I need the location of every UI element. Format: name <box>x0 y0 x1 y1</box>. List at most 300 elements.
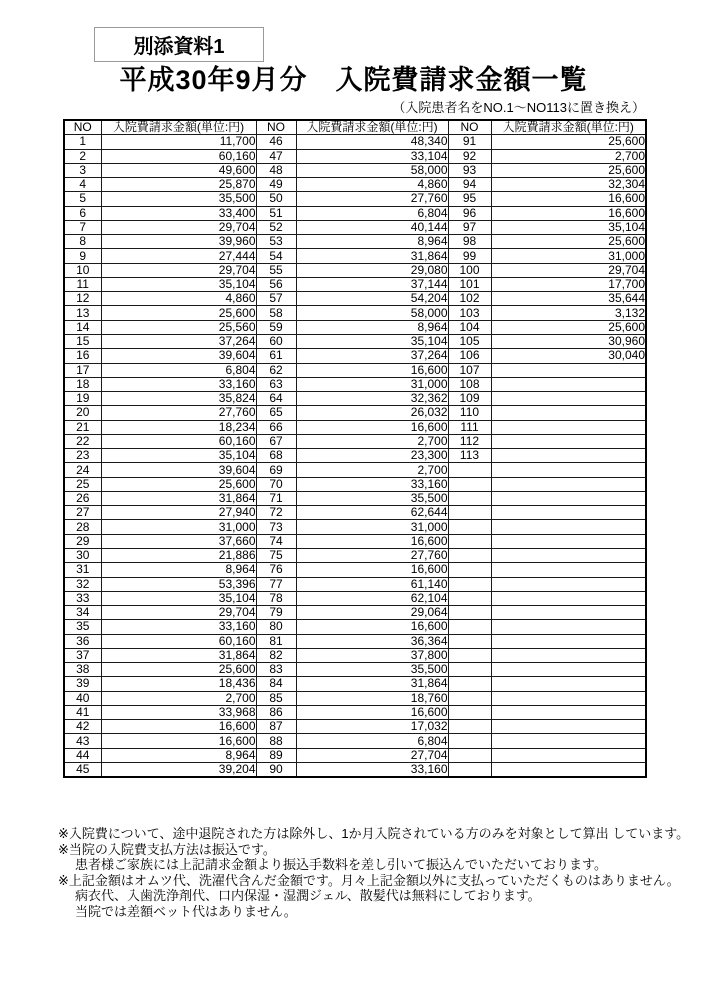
no-cell <box>448 762 491 777</box>
table-header-amount: 入院費請求金額(単位:円) <box>491 120 646 135</box>
amount-cell: 29,704 <box>491 263 646 277</box>
no-cell: 86 <box>256 705 296 719</box>
amount-cell: 25,870 <box>101 178 256 192</box>
amount-cell <box>491 591 646 605</box>
amount-cell: 4,860 <box>296 178 448 192</box>
no-cell: 79 <box>256 606 296 620</box>
amount-cell: 2,700 <box>296 463 448 477</box>
amount-cell: 16,600 <box>296 363 448 377</box>
no-cell: 60 <box>256 334 296 348</box>
no-cell: 15 <box>64 334 101 348</box>
no-cell <box>448 720 491 734</box>
billing-table <box>63 119 647 778</box>
no-cell: 12 <box>64 292 101 306</box>
table-row <box>64 192 646 206</box>
amount-cell: 53,396 <box>101 577 256 591</box>
no-cell: 106 <box>448 349 491 363</box>
amount-cell: 18,760 <box>296 691 448 705</box>
amount-cell: 29,080 <box>296 263 448 277</box>
no-cell: 35 <box>64 620 101 634</box>
no-cell: 87 <box>256 720 296 734</box>
no-cell: 4 <box>64 178 101 192</box>
no-cell: 104 <box>448 320 491 334</box>
no-cell <box>448 620 491 634</box>
no-cell: 110 <box>448 406 491 420</box>
amount-cell: 8,964 <box>101 748 256 762</box>
table-row <box>64 606 646 620</box>
amount-cell: 35,500 <box>296 663 448 677</box>
amount-cell: 25,560 <box>101 320 256 334</box>
amount-cell: 58,000 <box>296 306 448 320</box>
table-row <box>64 206 646 220</box>
amount-cell <box>491 720 646 734</box>
amount-cell: 39,604 <box>101 463 256 477</box>
amount-cell <box>491 363 646 377</box>
amount-cell: 33,160 <box>296 762 448 777</box>
no-cell: 48 <box>256 163 296 177</box>
amount-cell <box>491 520 646 534</box>
amount-cell: 16,600 <box>296 620 448 634</box>
no-cell: 17 <box>64 363 101 377</box>
no-cell <box>448 677 491 691</box>
amount-cell: 16,600 <box>296 563 448 577</box>
amount-cell: 48,340 <box>296 135 448 149</box>
amount-cell: 25,600 <box>491 135 646 149</box>
amount-cell: 35,104 <box>101 449 256 463</box>
amount-cell: 31,000 <box>296 520 448 534</box>
no-cell: 77 <box>256 577 296 591</box>
page-title: 平成30年9月分 入院費請求金額一覧 <box>119 65 588 95</box>
table-row <box>64 491 646 505</box>
amount-cell: 35,104 <box>296 334 448 348</box>
table-row <box>64 392 646 406</box>
no-cell <box>448 548 491 562</box>
amount-cell <box>491 506 646 520</box>
no-cell: 50 <box>256 192 296 206</box>
amount-cell <box>491 548 646 562</box>
no-cell: 30 <box>64 548 101 562</box>
amount-cell: 32,362 <box>296 392 448 406</box>
table-row <box>64 163 646 177</box>
no-cell: 40 <box>64 691 101 705</box>
amount-cell <box>491 434 646 448</box>
amount-cell <box>491 606 646 620</box>
no-cell: 97 <box>448 220 491 234</box>
amount-cell: 11,700 <box>101 135 256 149</box>
amount-cell <box>491 648 646 662</box>
no-cell: 11 <box>64 277 101 291</box>
no-cell: 1 <box>64 135 101 149</box>
amount-cell <box>491 463 646 477</box>
no-cell: 92 <box>448 149 491 163</box>
no-cell: 52 <box>256 220 296 234</box>
no-cell: 56 <box>256 277 296 291</box>
table-row <box>64 477 646 491</box>
no-cell: 49 <box>256 178 296 192</box>
note-line: 病衣代、入歯洗浄剤代、口内保湿・湿潤ジェル、散髪代は無料にしております。 <box>75 888 541 904</box>
amount-cell: 35,104 <box>491 220 646 234</box>
no-cell: 89 <box>256 748 296 762</box>
amount-cell: 6,804 <box>101 363 256 377</box>
no-cell: 13 <box>64 306 101 320</box>
no-cell: 94 <box>448 178 491 192</box>
amount-cell: 60,160 <box>101 149 256 163</box>
no-cell: 5 <box>64 192 101 206</box>
amount-cell <box>491 691 646 705</box>
no-cell: 70 <box>256 477 296 491</box>
no-cell: 33 <box>64 591 101 605</box>
amount-cell: 37,264 <box>296 349 448 363</box>
table-row <box>64 705 646 719</box>
no-cell: 2 <box>64 149 101 163</box>
no-cell <box>448 705 491 719</box>
no-cell: 82 <box>256 648 296 662</box>
amount-cell: 27,444 <box>101 249 256 263</box>
table-row <box>64 734 646 748</box>
amount-cell: 16,600 <box>296 534 448 548</box>
note-line: ※上記金額はオムツ代、洗濯代含んだ金額です。月々上記金額以外に支払っていただくものはありません。 <box>58 872 680 888</box>
table-header-amount: 入院費請求金額(単位:円) <box>101 120 256 135</box>
no-cell <box>448 634 491 648</box>
no-cell: 55 <box>256 263 296 277</box>
no-cell <box>448 577 491 591</box>
amount-cell: 25,600 <box>101 663 256 677</box>
amount-cell: 35,824 <box>101 392 256 406</box>
amount-cell: 18,234 <box>101 420 256 434</box>
no-cell: 102 <box>448 292 491 306</box>
table-row <box>64 178 646 192</box>
no-cell: 53 <box>256 235 296 249</box>
no-cell: 111 <box>448 420 491 434</box>
amount-cell: 31,000 <box>101 520 256 534</box>
no-cell <box>448 606 491 620</box>
no-cell: 8 <box>64 235 101 249</box>
amount-cell: 31,864 <box>101 491 256 505</box>
billing-table-body <box>64 135 646 777</box>
no-cell: 46 <box>256 135 296 149</box>
attachment-label: 別添資料1 <box>133 36 225 58</box>
no-cell: 16 <box>64 349 101 363</box>
amount-cell: 6,804 <box>296 206 448 220</box>
no-cell: 18 <box>64 377 101 391</box>
amount-cell: 31,000 <box>296 377 448 391</box>
no-cell <box>448 748 491 762</box>
table-row <box>64 563 646 577</box>
no-cell: 69 <box>256 463 296 477</box>
amount-cell: 27,760 <box>296 192 448 206</box>
no-cell: 103 <box>448 306 491 320</box>
no-cell: 25 <box>64 477 101 491</box>
no-cell: 84 <box>256 677 296 691</box>
amount-cell <box>491 577 646 591</box>
amount-cell <box>491 634 646 648</box>
amount-cell: 18,436 <box>101 677 256 691</box>
no-cell: 74 <box>256 534 296 548</box>
table-row <box>64 249 646 263</box>
no-cell: 31 <box>64 563 101 577</box>
amount-cell: 49,600 <box>101 163 256 177</box>
amount-cell <box>491 477 646 491</box>
amount-cell: 16,600 <box>101 720 256 734</box>
amount-cell <box>491 449 646 463</box>
note-line: 当院では差額ベット代はありません。 <box>75 903 297 919</box>
no-cell <box>448 463 491 477</box>
amount-cell: 60,160 <box>101 434 256 448</box>
amount-cell <box>491 406 646 420</box>
table-row <box>64 449 646 463</box>
amount-cell: 25,600 <box>101 306 256 320</box>
amount-cell: 36,364 <box>296 634 448 648</box>
no-cell: 71 <box>256 491 296 505</box>
table-header-amount: 入院費請求金額(単位:円) <box>296 120 448 135</box>
no-cell: 107 <box>448 363 491 377</box>
table-header-no: NO <box>256 120 296 135</box>
table-row <box>64 548 646 562</box>
no-cell: 22 <box>64 434 101 448</box>
no-cell: 58 <box>256 306 296 320</box>
amount-cell: 26,032 <box>296 406 448 420</box>
no-cell: 39 <box>64 677 101 691</box>
amount-cell <box>491 377 646 391</box>
amount-cell: 6,804 <box>296 734 448 748</box>
amount-cell <box>491 748 646 762</box>
no-cell: 81 <box>256 634 296 648</box>
no-cell: 32 <box>64 577 101 591</box>
amount-cell: 35,104 <box>101 277 256 291</box>
amount-cell <box>491 762 646 777</box>
table-row <box>64 434 646 448</box>
no-cell: 64 <box>256 392 296 406</box>
amount-cell: 16,600 <box>101 734 256 748</box>
no-cell: 44 <box>64 748 101 762</box>
no-cell: 108 <box>448 377 491 391</box>
table-row <box>64 591 646 605</box>
no-cell: 10 <box>64 263 101 277</box>
amount-cell: 25,600 <box>101 477 256 491</box>
no-cell: 90 <box>256 762 296 777</box>
table-row <box>64 620 646 634</box>
no-cell: 42 <box>64 720 101 734</box>
no-cell: 3 <box>64 163 101 177</box>
table-row <box>64 748 646 762</box>
table-row <box>64 277 646 291</box>
amount-cell <box>491 620 646 634</box>
no-cell: 109 <box>448 392 491 406</box>
no-cell: 41 <box>64 705 101 719</box>
no-cell: 101 <box>448 277 491 291</box>
amount-cell: 27,704 <box>296 748 448 762</box>
amount-cell: 25,600 <box>491 235 646 249</box>
no-cell <box>448 648 491 662</box>
amount-cell: 4,860 <box>101 292 256 306</box>
no-cell: 23 <box>64 449 101 463</box>
no-cell <box>448 506 491 520</box>
no-cell: 57 <box>256 292 296 306</box>
no-cell <box>448 591 491 605</box>
table-row <box>64 349 646 363</box>
amount-cell: 23,300 <box>296 449 448 463</box>
amount-cell: 29,704 <box>101 220 256 234</box>
amount-cell: 37,800 <box>296 648 448 662</box>
amount-cell: 37,660 <box>101 534 256 548</box>
amount-cell: 37,264 <box>101 334 256 348</box>
amount-cell: 32,304 <box>491 178 646 192</box>
amount-cell: 25,600 <box>491 320 646 334</box>
no-cell: 88 <box>256 734 296 748</box>
table-row <box>64 406 646 420</box>
amount-cell: 8,964 <box>296 320 448 334</box>
amount-cell: 29,064 <box>296 606 448 620</box>
attachment-label-box <box>94 27 264 62</box>
no-cell <box>448 563 491 577</box>
amount-cell: 33,160 <box>101 377 256 391</box>
table-row <box>64 135 646 149</box>
table-row <box>64 420 646 434</box>
amount-cell: 3,132 <box>491 306 646 320</box>
note-line: ※入院費について、途中退院された方は除外し、1か月入院されている方のみを対象として算出 しています。 <box>58 826 690 841</box>
amount-cell: 21,886 <box>101 548 256 562</box>
no-cell: 34 <box>64 606 101 620</box>
amount-cell: 8,964 <box>101 563 256 577</box>
no-cell: 14 <box>64 320 101 334</box>
amount-cell: 25,600 <box>491 163 646 177</box>
amount-cell: 16,600 <box>296 420 448 434</box>
table-row <box>64 292 646 306</box>
amount-cell: 8,964 <box>296 235 448 249</box>
no-cell <box>448 734 491 748</box>
note-line: 患者様ご家族には上記請求金額より振込手数料を差し引いて振込んでいただいております。 <box>75 857 607 873</box>
amount-cell: 17,700 <box>491 277 646 291</box>
no-cell: 37 <box>64 648 101 662</box>
amount-cell: 16,600 <box>491 192 646 206</box>
no-cell: 73 <box>256 520 296 534</box>
no-cell: 43 <box>64 734 101 748</box>
no-cell <box>448 663 491 677</box>
amount-cell <box>491 563 646 577</box>
amount-cell <box>491 491 646 505</box>
table-row <box>64 520 646 534</box>
amount-cell: 31,864 <box>296 677 448 691</box>
table-row <box>64 306 646 320</box>
amount-cell: 37,144 <box>296 277 448 291</box>
amount-cell: 30,960 <box>491 334 646 348</box>
amount-cell: 31,864 <box>296 249 448 263</box>
amount-cell: 60,160 <box>101 634 256 648</box>
no-cell: 27 <box>64 506 101 520</box>
amount-cell: 33,104 <box>296 149 448 163</box>
amount-cell: 16,600 <box>491 206 646 220</box>
amount-cell: 35,644 <box>491 292 646 306</box>
no-cell: 96 <box>448 206 491 220</box>
table-row <box>64 663 646 677</box>
no-cell: 93 <box>448 163 491 177</box>
amount-cell: 40,144 <box>296 220 448 234</box>
amount-cell: 27,940 <box>101 506 256 520</box>
amount-cell <box>491 677 646 691</box>
amount-cell: 35,104 <box>101 591 256 605</box>
no-cell: 85 <box>256 691 296 705</box>
no-cell: 51 <box>256 206 296 220</box>
no-cell: 105 <box>448 334 491 348</box>
amount-cell <box>491 534 646 548</box>
no-cell: 29 <box>64 534 101 548</box>
amount-cell: 16,600 <box>296 705 448 719</box>
amount-cell: 61,140 <box>296 577 448 591</box>
table-row <box>64 235 646 249</box>
no-cell: 54 <box>256 249 296 263</box>
no-cell: 95 <box>448 192 491 206</box>
no-cell: 26 <box>64 491 101 505</box>
no-cell: 65 <box>256 406 296 420</box>
table-row <box>64 691 646 705</box>
table-row <box>64 220 646 234</box>
no-cell: 45 <box>64 762 101 777</box>
amount-cell: 33,160 <box>101 620 256 634</box>
amount-cell <box>491 663 646 677</box>
no-cell <box>448 534 491 548</box>
no-cell: 76 <box>256 563 296 577</box>
amount-cell: 31,864 <box>101 648 256 662</box>
no-cell: 98 <box>448 235 491 249</box>
no-cell: 83 <box>256 663 296 677</box>
amount-cell: 33,400 <box>101 206 256 220</box>
table-row <box>64 334 646 348</box>
table-row <box>64 263 646 277</box>
amount-cell: 62,104 <box>296 591 448 605</box>
no-cell: 63 <box>256 377 296 391</box>
table-row <box>64 149 646 163</box>
amount-cell: 54,204 <box>296 292 448 306</box>
no-cell: 38 <box>64 663 101 677</box>
amount-cell: 33,968 <box>101 705 256 719</box>
no-cell: 78 <box>256 591 296 605</box>
amount-cell: 27,760 <box>296 548 448 562</box>
table-row <box>64 463 646 477</box>
amount-cell <box>491 392 646 406</box>
amount-cell: 2,700 <box>101 691 256 705</box>
no-cell: 80 <box>256 620 296 634</box>
amount-cell: 62,644 <box>296 506 448 520</box>
amount-cell: 35,500 <box>101 192 256 206</box>
amount-cell <box>491 420 646 434</box>
no-cell: 59 <box>256 320 296 334</box>
amount-cell: 35,500 <box>296 491 448 505</box>
amount-cell: 58,000 <box>296 163 448 177</box>
amount-cell: 39,604 <box>101 349 256 363</box>
amount-cell <box>491 705 646 719</box>
amount-cell: 17,032 <box>296 720 448 734</box>
table-row <box>64 577 646 591</box>
table-header-no: NO <box>448 120 491 135</box>
table-header-row <box>64 120 646 135</box>
amount-cell: 39,960 <box>101 235 256 249</box>
no-cell <box>448 477 491 491</box>
no-cell: 66 <box>256 420 296 434</box>
table-header-no: NO <box>64 120 101 135</box>
table-row <box>64 634 646 648</box>
no-cell: 9 <box>64 249 101 263</box>
no-cell: 36 <box>64 634 101 648</box>
no-cell: 24 <box>64 463 101 477</box>
amount-cell: 2,700 <box>296 434 448 448</box>
table-row <box>64 320 646 334</box>
no-cell: 91 <box>448 135 491 149</box>
table-row <box>64 534 646 548</box>
amount-cell: 29,704 <box>101 606 256 620</box>
table-row <box>64 363 646 377</box>
table-row <box>64 762 646 777</box>
no-cell: 99 <box>448 249 491 263</box>
